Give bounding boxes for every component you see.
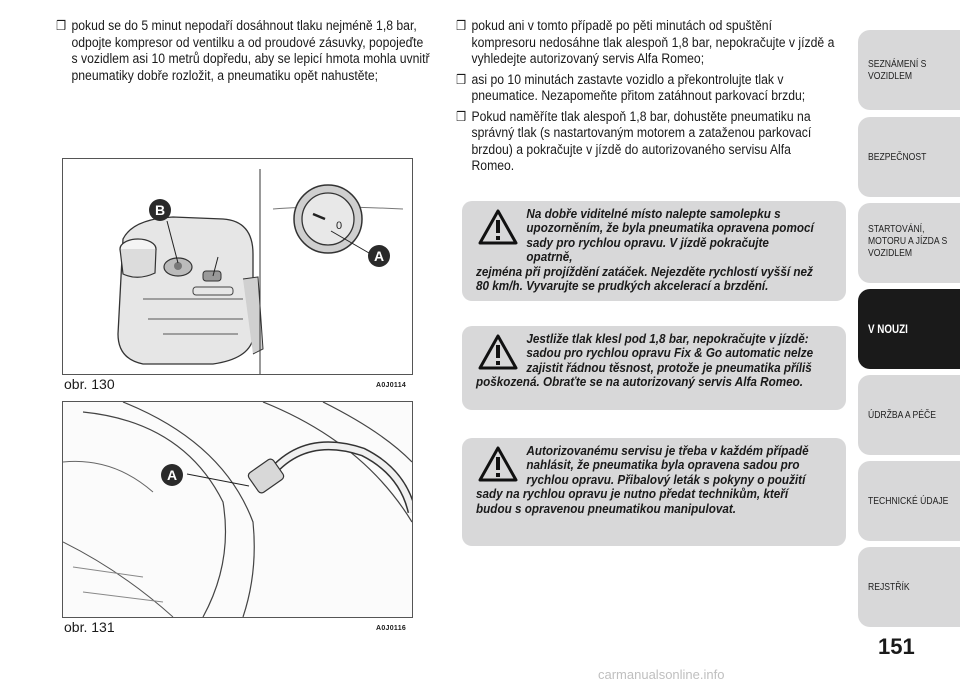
figure-130-caption: obr. 130 [64,376,115,392]
warning-text-rest: zejména při projíždění zatáček. Nejezděte rychlostí vyšší než 80 km/h. Vyvarujte se prudkých akcelerací a brzdění. [476,263,813,294]
label-a-marker [161,464,183,486]
warning-text [476,332,814,390]
figure-131-caption: obr. 131 [64,619,115,635]
warning-text-indented: Autorizovanému servisu je třeba v každém případě nahlásit, že pneumatika byla opravena sadou pro rychlou opravu. Přibalový leták s pokyny o použití [526,443,809,487]
bullet-text: pokud ani v tomto případě po pěti minutách od spuštění kompresoru nedosáhne tlak alespoň 1,8 bar, nepokračujte v jízdě a vyhledejte autorizovaný servis Alfa Romeo; [471,18,835,67]
bullet-item [56,18,433,84]
left-column [56,18,430,88]
warning-text-rest: sady na rychlou opravu je nutno předat technikům, kteří budou s opravenou pneumatikou manipulovat. [476,486,789,516]
warning-text [476,207,814,293]
bullet-item [456,18,837,68]
page-number: 151 [878,634,915,659]
warning-text-indented: Na dobře viditelné místo nalepte samolepku s upozorněním, že byla pneumatika opravena pomocí sady pro rychlou opravu. V jízdě pokračujte opatrně, [526,206,814,265]
svg-text:0: 0 [336,220,343,232]
tab-label: TECHNICKÉ ÚDAJE [868,495,949,507]
tab-label: SEZNÁMENÍ S VOZIDLEM [868,58,927,82]
bullet-text: pokud se do 5 minut nepodaří dosáhnout tlaku nejméně 1,8 bar, odpojte kompresor od ventilku a od proudové zásuvky, popojeďte s vozidlem asi 10 metrů dopředu, aby se lepicí hmota mohla uvnitř pneumatiky dobře rozložit, a pneumatiku opět nahustěte; [71,18,430,84]
label-a-marker [368,245,390,267]
warning-text [476,444,814,516]
tab-introduction[interactable] [858,30,960,110]
bullet-mark: ❒ [456,108,467,124]
tab-label: V NOUZI [868,322,908,336]
bullet-mark: ❒ [56,18,67,33]
tab-label: REJSTŘÍK [868,581,910,593]
tab-label: BEZPEČNOST [868,151,927,163]
tab-index[interactable] [858,547,960,627]
tab-technical-data[interactable] [858,461,960,541]
bullet-item [456,109,837,175]
bullet-item [456,72,837,105]
figure-131-code: A0J0116 [376,625,407,632]
bullet-text: asi po 10 minutách zastavte vozidlo a překontrolujte tlak v pneumatice. Nezapomeňte přitom zatáhnout parkovací brzdu; [471,71,806,104]
warning-box [462,326,846,410]
right-column [456,18,835,179]
tab-emergency[interactable] [858,289,960,369]
label-a: A [373,248,385,264]
warning-text-rest: poškozená. Obraťte se na autorizovaný servis Alfa Romeo. [476,374,804,390]
tab-label: STARTOVÁNÍ, MOTORU A JÍZDA S VOZIDLEM [868,223,948,259]
tab-maintenance[interactable] [858,375,960,455]
compressor-illustration [63,159,412,374]
tab-safety[interactable] [858,117,960,197]
label-b: B [154,202,166,218]
warning-box [462,201,846,301]
label-b-marker [149,199,171,221]
figure-130 [62,158,413,375]
bullet-text: Pokud naměříte tlak alespoň 1,8 bar, dohustěte pneumatiku na správný tlak (s nastartovaným motorem a zataženou parkovací brzdou) a pokračujte v jízdě do autorizovaného servisu Alfa Romeo. [471,108,812,174]
warning-box [462,438,846,546]
figure-131 [62,401,413,618]
tab-label: ÚDRŽBA A PÉČE [868,409,936,421]
figure-130-code: A0J0114 [376,382,407,389]
label-a: A [166,467,178,483]
watermark: carmanualsonline.info [598,667,725,682]
warning-text-indented: Jestliže tlak klesl pod 1,8 bar, nepokračujte v jízdě: sadou pro rychlou opravu Fix & Go automatic nelze zajistit řádnou těsnost, protože je pneumatika příliš [526,331,814,375]
tyre-valve-illustration [63,402,412,617]
chapter-tabs [858,0,960,686]
bullet-mark: ❒ [456,71,467,87]
tab-starting-driving[interactable] [858,203,960,283]
bullet-mark: ❒ [456,18,467,33]
